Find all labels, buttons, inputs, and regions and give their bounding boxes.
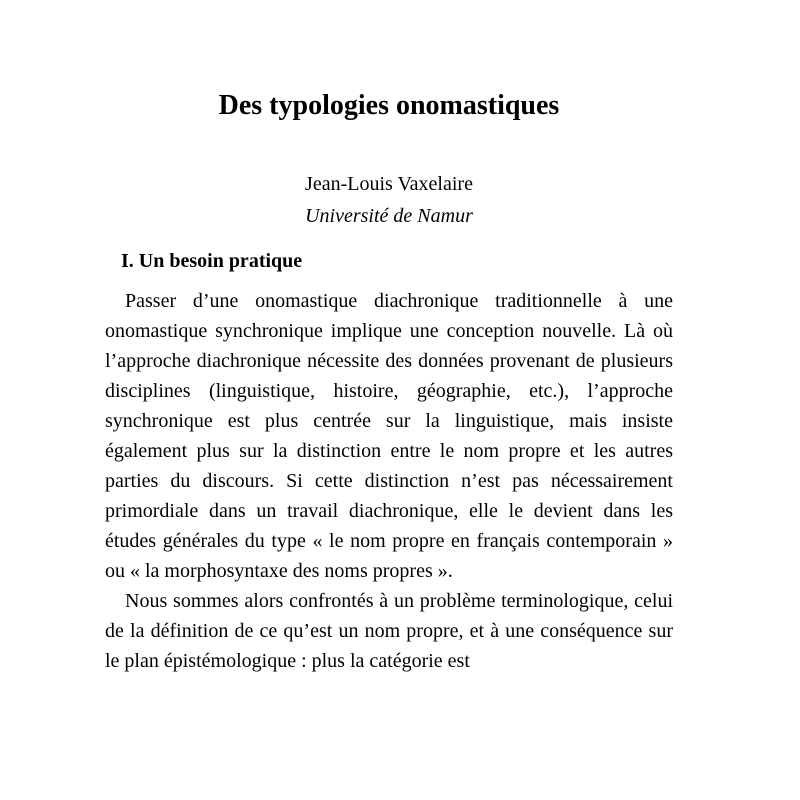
section-heading: I. Un besoin pratique — [121, 250, 303, 272]
paragraph: Nous sommes alors confrontés à un problème terminologique, celui de la définition de ce qu’est un nom propre, et à une conséquence sur le plan épistémologique : plus la catégorie est — [105, 590, 673, 672]
body-text — [105, 286, 673, 676]
author-name: Jean-Louis Vaxelaire — [305, 173, 473, 195]
paper-title: Des typologies onomastiques — [218, 90, 560, 121]
author-affiliation: Université de Namur — [305, 205, 473, 227]
paragraph: Passer d’une onomastique diachronique traditionnelle à une onomastique synchronique implique une conception nouvelle. Là où l’approche diachronique nécessite des données provenant de plusieurs disciplines (linguistique, histoire, géographie, etc.), l’approche synchronique est plus centrée sur la linguistique, mais insiste également plus sur la distinction entre le nom propre et les autres parties du discours. Si cette distinction n’est pas nécessairement primordiale dans un travail diachronique, elle le devient dans les études générales du type « le nom propre en français contemporain » ou « la morphosyntaxe des noms propres ». — [105, 290, 673, 582]
